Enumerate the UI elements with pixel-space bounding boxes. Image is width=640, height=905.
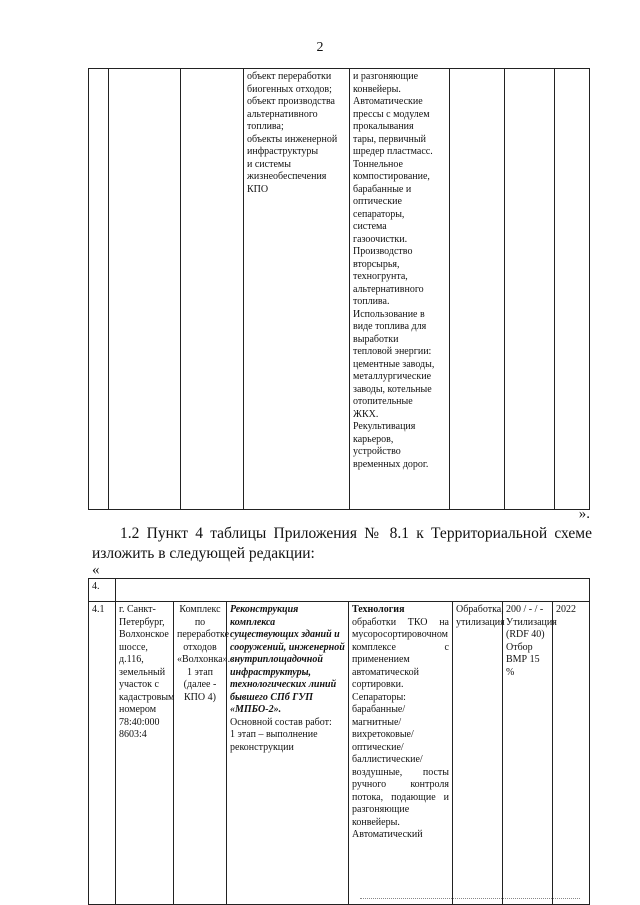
objects-line: объекты инженерной bbox=[247, 133, 338, 145]
description-plain: Основной состав работ: bbox=[230, 716, 332, 728]
technology-line: газоочистки. bbox=[353, 233, 408, 245]
t1-cell-type bbox=[450, 69, 505, 510]
technology-line: карьеров, bbox=[353, 433, 394, 445]
objects-line: инфраструктуры bbox=[247, 146, 319, 157]
technology-line: тары, первичный bbox=[353, 133, 426, 145]
closing-quote: ». bbox=[578, 506, 590, 522]
objects-line: жизнеобеспечения bbox=[247, 171, 327, 182]
objects-line: объект производства bbox=[247, 96, 335, 107]
technology-line: тепловой энергии: bbox=[353, 346, 432, 357]
technology-line: отопительные bbox=[353, 396, 413, 407]
technology-line: прессы с модулем bbox=[353, 108, 430, 120]
technology-line: Автоматические bbox=[353, 96, 423, 107]
technology-line: компостирование, bbox=[353, 171, 430, 182]
opening-quote: « bbox=[92, 562, 100, 578]
t1-cell-num bbox=[89, 69, 109, 510]
technology-line: выработки bbox=[353, 333, 399, 345]
t2-row-description bbox=[227, 602, 349, 905]
objects-line: топлива; bbox=[247, 121, 284, 132]
description-bold: Реконструкция комплекса существующих зданий и сооружений, инженерной внутриплощадочной инфраструктуры, технологических линий бывшего СПб ГУП «МПБО-2». bbox=[230, 604, 345, 715]
technology-line: альтернативного bbox=[353, 283, 424, 295]
t2-row-year: 2022 bbox=[553, 602, 590, 905]
technology-line: прокалывания bbox=[353, 121, 414, 132]
technology-line: система bbox=[353, 221, 387, 232]
t1-cell-year bbox=[555, 69, 590, 510]
technology-line: техногрунта, bbox=[353, 271, 408, 282]
t2-header-span bbox=[116, 579, 590, 602]
technology-text: обработки ТКО на мусоросортировочном комплексе с применением автоматической сортировки. Сепараторы: барабанные/магнитные/вихретоковые/оптические/баллистические/воздушные, посты ручного контроля потока, подающие и разгоняющие конвейеры. Автоматический bbox=[352, 616, 449, 840]
objects-line: альтернативного bbox=[247, 108, 318, 120]
t2-row-type: Обработка, утилизация bbox=[453, 602, 503, 905]
technology-line: металлургические bbox=[353, 371, 432, 382]
paragraph-text: 1.2 Пункт 4 таблицы Приложения № 8.1 к Территориальной схеме изложить в следующей редакции: bbox=[92, 525, 592, 562]
objects-line: объект переработки bbox=[247, 71, 332, 82]
t2-row-name: Комплекс по переработке отходов «Волхонка». 1 этап (далее - КПО 4) bbox=[174, 602, 227, 905]
technology-line: ЖКХ. bbox=[353, 408, 379, 420]
technology-line: устройство bbox=[353, 446, 401, 457]
t2-header-num: 4. bbox=[89, 579, 116, 602]
technology-line: Использование в bbox=[353, 308, 425, 320]
objects-line: и системы bbox=[247, 158, 291, 170]
objects-line: биогенных отходов; bbox=[247, 83, 332, 95]
t1-cell-address bbox=[109, 69, 181, 510]
technology-line: временных дорог. bbox=[353, 458, 429, 470]
technology-line: барабанные и bbox=[353, 183, 412, 195]
page-number: 2 bbox=[316, 40, 324, 55]
technology-line: конвейеры. bbox=[353, 83, 401, 95]
amended-table bbox=[88, 578, 590, 905]
t2-row-address: г. Санкт-Петербург, Волхонское шоссе, д.116, земельный участок с кадастровым номером 78:40:000 8603:4 bbox=[116, 602, 174, 905]
t1-cell-capacity bbox=[505, 69, 555, 510]
technology-line: Рекультивация bbox=[353, 421, 416, 432]
technology-line: и разгоняющие bbox=[353, 71, 419, 82]
t2-row-capacity: 200 / - / - Утилизация (RDF 40) Отбор ВМР 15 % bbox=[503, 602, 553, 905]
t1-cell-objects bbox=[244, 69, 350, 510]
technology-line: сепараторы, bbox=[353, 208, 405, 220]
technology-title: Технология bbox=[352, 604, 405, 615]
technology-line: оптические bbox=[353, 196, 402, 207]
amendment-paragraph bbox=[92, 524, 592, 564]
technology-line: заводы, котельные bbox=[353, 383, 432, 395]
technology-line: топлива. bbox=[353, 296, 390, 307]
technology-line: вторсырья, bbox=[353, 258, 400, 270]
t1-cell-name bbox=[181, 69, 244, 510]
t1-cell-technology bbox=[350, 69, 450, 510]
technology-line: виде топлива для bbox=[353, 321, 427, 332]
description-stage: 1 этап – выполнение реконструкции bbox=[230, 729, 318, 753]
technology-line: цементные заводы, bbox=[353, 358, 435, 370]
t2-row-num: 4.1 bbox=[89, 602, 116, 905]
footer-rule bbox=[360, 898, 580, 899]
objects-line: КПО bbox=[247, 183, 269, 195]
technology-line: Производство bbox=[353, 246, 413, 257]
technology-line: шредер пластмасс. bbox=[353, 146, 433, 157]
continuation-table bbox=[88, 68, 590, 510]
technology-line: Тоннельное bbox=[353, 158, 403, 170]
t2-row-technology bbox=[349, 602, 453, 905]
